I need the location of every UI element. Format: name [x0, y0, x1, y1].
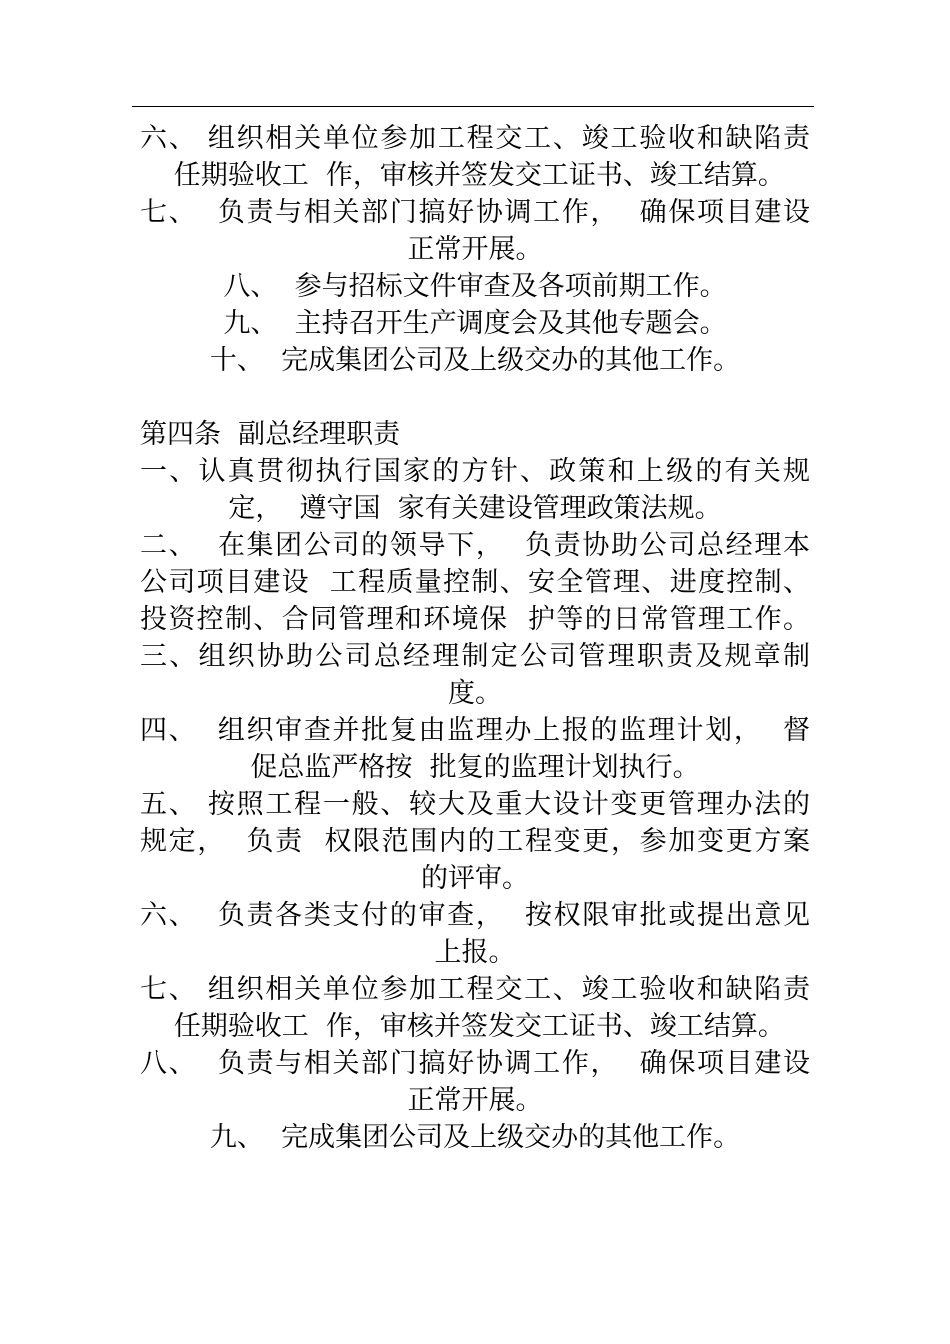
prev-item-7-line-2: 正常开展。 [407, 234, 543, 265]
prev-item-10-line-1: 十、 完成集团公司及上级交办的其他工作。 [209, 345, 741, 376]
s4-item-6 [140, 897, 810, 971]
prev-item-8-line-1: 八、 参与招标文件审查及各项前期工作。 [223, 271, 727, 302]
s4-item-3 [140, 638, 810, 712]
s4-item-4-line-1: 四、 组织审查并批复由监理办上报的监理计划， 督 [140, 715, 810, 746]
prev-item-6-line-1: 六、 组织相关单位参加工程交工、竣工验收和缺陷责 [140, 123, 810, 154]
s4-item-4 [140, 712, 810, 786]
prev-item-8 [140, 268, 810, 305]
s4-item-2-line-3: 投资控制、合同管理和环境保 护等的日常管理工作。 [140, 604, 810, 635]
s4-item-1-line-1: 一、认真贯彻执行国家的方针、政策和上级的有关规 [140, 456, 810, 487]
s4-item-2-line-1: 二、 在集团公司的领导下， 负责协助公司总经理本 [140, 530, 810, 561]
s4-item-6-line-1: 六、 负责各类支付的审查， 按权限审批或提出意见 [140, 900, 810, 931]
section-gap [140, 379, 810, 416]
s4-item-5-line-1: 五、 按照工程一般、较大及重大设计变更管理办法的 [140, 789, 810, 820]
s4-item-7-line-1: 七、 组织相关单位参加工程交工、竣工验收和缺陷责 [140, 974, 810, 1005]
s4-item-1-line-2: 定， 遵守国 家有关建设管理政策法规。 [228, 493, 722, 524]
header-rule [132, 106, 814, 107]
section-heading: 第四条 副总经理职责 [140, 419, 401, 450]
s4-item-2 [140, 527, 810, 638]
prev-item-6-line-2: 任期验收工 作，审核并签发交工证书、竣工结算。 [165, 160, 785, 191]
s4-item-8-line-1: 八、 负责与相关部门搞好协调工作， 确保项目建设 [140, 1048, 810, 1079]
prev-item-9-line-1: 九、 主持召开生产调度会及其他专题会。 [223, 308, 727, 339]
s4-item-8-line-2: 正常开展。 [407, 1085, 543, 1116]
s4-item-2-line-2: 公司项目建设 工程质量控制、安全管理、进度控制、 [140, 567, 810, 598]
s4-item-9 [140, 1119, 810, 1156]
prev-item-6 [140, 120, 810, 194]
s4-item-9-line-1: 九、 完成集团公司及上级交办的其他工作。 [209, 1122, 741, 1153]
s4-item-4-line-2: 促总监严格按 批复的监理计划执行。 [250, 752, 700, 783]
prev-item-10 [140, 342, 810, 379]
prev-item-7-line-1: 七、 负责与相关部门搞好协调工作， 确保项目建设 [140, 197, 810, 228]
s4-item-7 [140, 971, 810, 1045]
s4-item-5 [140, 786, 810, 897]
s4-item-1 [140, 453, 810, 527]
document-body [140, 120, 810, 1156]
prev-item-7 [140, 194, 810, 268]
s4-item-6-line-2: 上报。 [434, 937, 516, 968]
prev-item-9 [140, 305, 810, 342]
s4-item-5-line-2: 规定， 负责 权限范围内的工程变更，参加变更方案 [140, 826, 810, 857]
s4-item-3-line-2: 度。 [448, 678, 502, 709]
s4-item-8 [140, 1045, 810, 1119]
s4-item-7-line-2: 任期验收工 作，审核并签发交工证书、竣工结算。 [165, 1011, 785, 1042]
s4-item-3-line-1: 三、组织协助公司总经理制定公司管理职责及规章制 [140, 641, 810, 672]
s4-item-5-line-3: 的评审。 [421, 863, 529, 894]
